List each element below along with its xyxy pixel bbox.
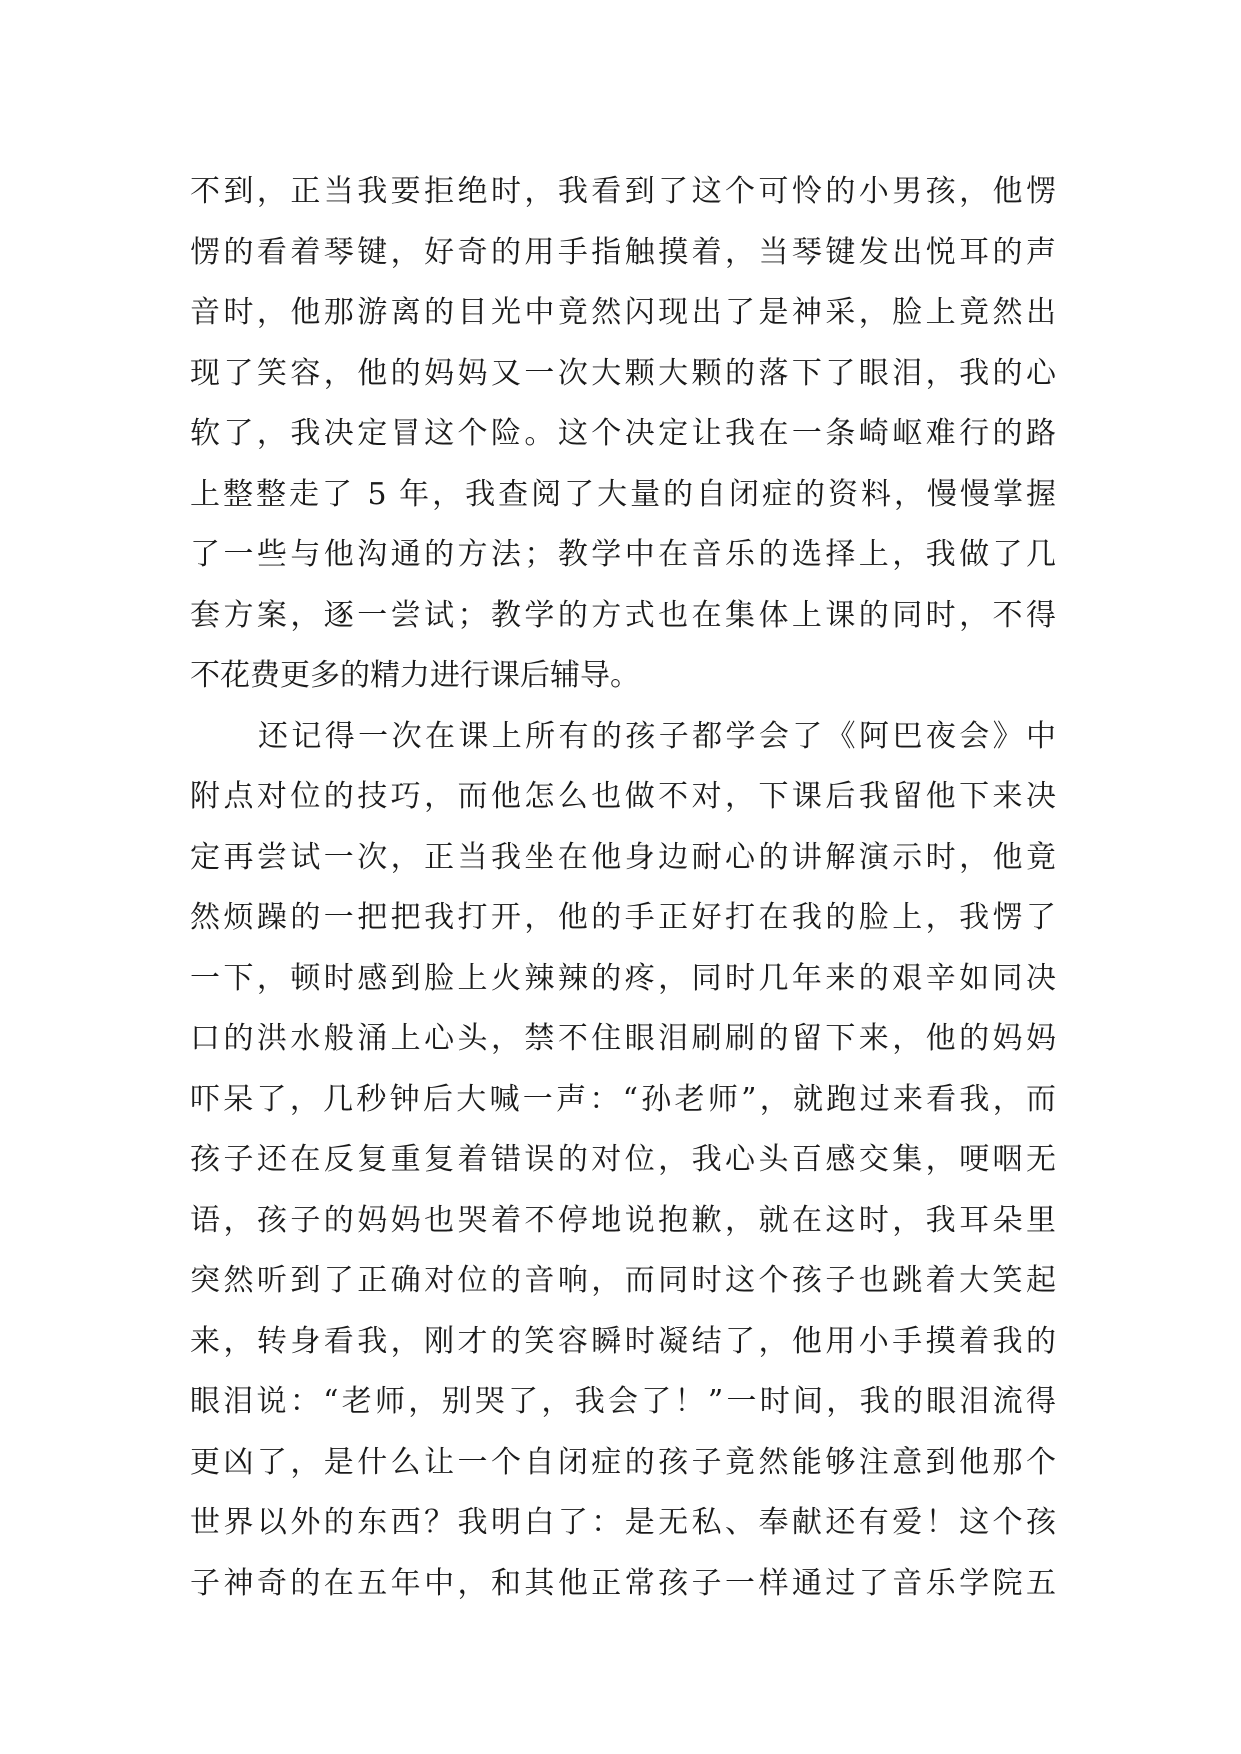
text-line: 一下，顿时感到脸上火辣辣的疼，同时几年来的艰辛如同决	[190, 960, 1056, 996]
text-line: 世界以外的东西？我明白了：是无私、奉献还有爱！这个孩	[190, 1505, 1056, 1540]
text-line: 语，孩子的妈妈也哭着不停地说抱歉，就在这时，我耳朵里	[190, 1202, 1056, 1238]
text-line: 不到，正当我要拒绝时，我看到了这个可怜的小男孩，他愣	[190, 174, 1056, 209]
text-line: 子神奇的在五年中，和其他正常孩子一样通过了音乐学院五	[190, 1565, 1056, 1601]
text-line: 吓呆了，几秒钟后大喊一声：“孙老师”，就跑过来看我，而	[190, 1081, 1056, 1117]
text-line: 不花费更多的精力进行课后辅导。	[190, 658, 640, 693]
text-line: 软了，我决定冒这个险。这个决定让我在一条崎岖难行的路	[190, 416, 1056, 451]
text-line: 定再尝试一次，正当我坐在他身边耐心的讲解演示时，他竟	[190, 839, 1056, 875]
text-line: 音时，他那游离的目光中竟然闪现出了是神采，脸上竟然出	[190, 295, 1056, 330]
text-line: 口的洪水般涌上心头，禁不住眼泪刷刷的留下来，他的妈妈	[190, 1021, 1056, 1056]
text-line: 套方案，逐一尝试；教学的方式也在集体上课的同时，不得	[190, 597, 1056, 633]
text-line: 上整整走了 5 年，我查阅了大量的自闭症的资料，慢慢掌握	[190, 476, 1056, 512]
text-line: 眼泪说：“老师，别哭了，我会了！”一时间，我的眼泪流得	[190, 1384, 1056, 1419]
text-line: 现了笑容，他的妈妈又一次大颗大颗的落下了眼泪，我的心	[190, 355, 1056, 391]
text-line: 孩子还在反复重复着错误的对位，我心头百感交集，哽咽无	[190, 1142, 1056, 1177]
text-line: 附点对位的技巧，而他怎么也做不对，下课后我留他下来决	[190, 779, 1056, 814]
text-line: 更凶了，是什么让一个自闭症的孩子竟然能够注意到他那个	[190, 1444, 1056, 1480]
text-line: 然烦躁的一把把我打开，他的手正好打在我的脸上，我愣了	[190, 900, 1056, 935]
text-line: 了一些与他沟通的方法；教学中在音乐的选择上，我做了几	[190, 537, 1056, 572]
paragraph-1	[190, 162, 1056, 707]
text-line: 突然听到了正确对位的音响，而同时这个孩子也跳着大笑起	[190, 1263, 1056, 1298]
paragraph-2	[190, 707, 1056, 1615]
body-text	[190, 162, 1056, 1614]
text-line: 愣的看着琴键，好奇的用手指触摸着，当琴键发出悦耳的声	[190, 234, 1056, 270]
text-line: 还记得一次在课上所有的孩子都学会了《阿巴夜会》中	[258, 718, 1056, 754]
text-line: 来，转身看我，刚才的笑容瞬时凝结了，他用小手摸着我的	[190, 1323, 1056, 1359]
